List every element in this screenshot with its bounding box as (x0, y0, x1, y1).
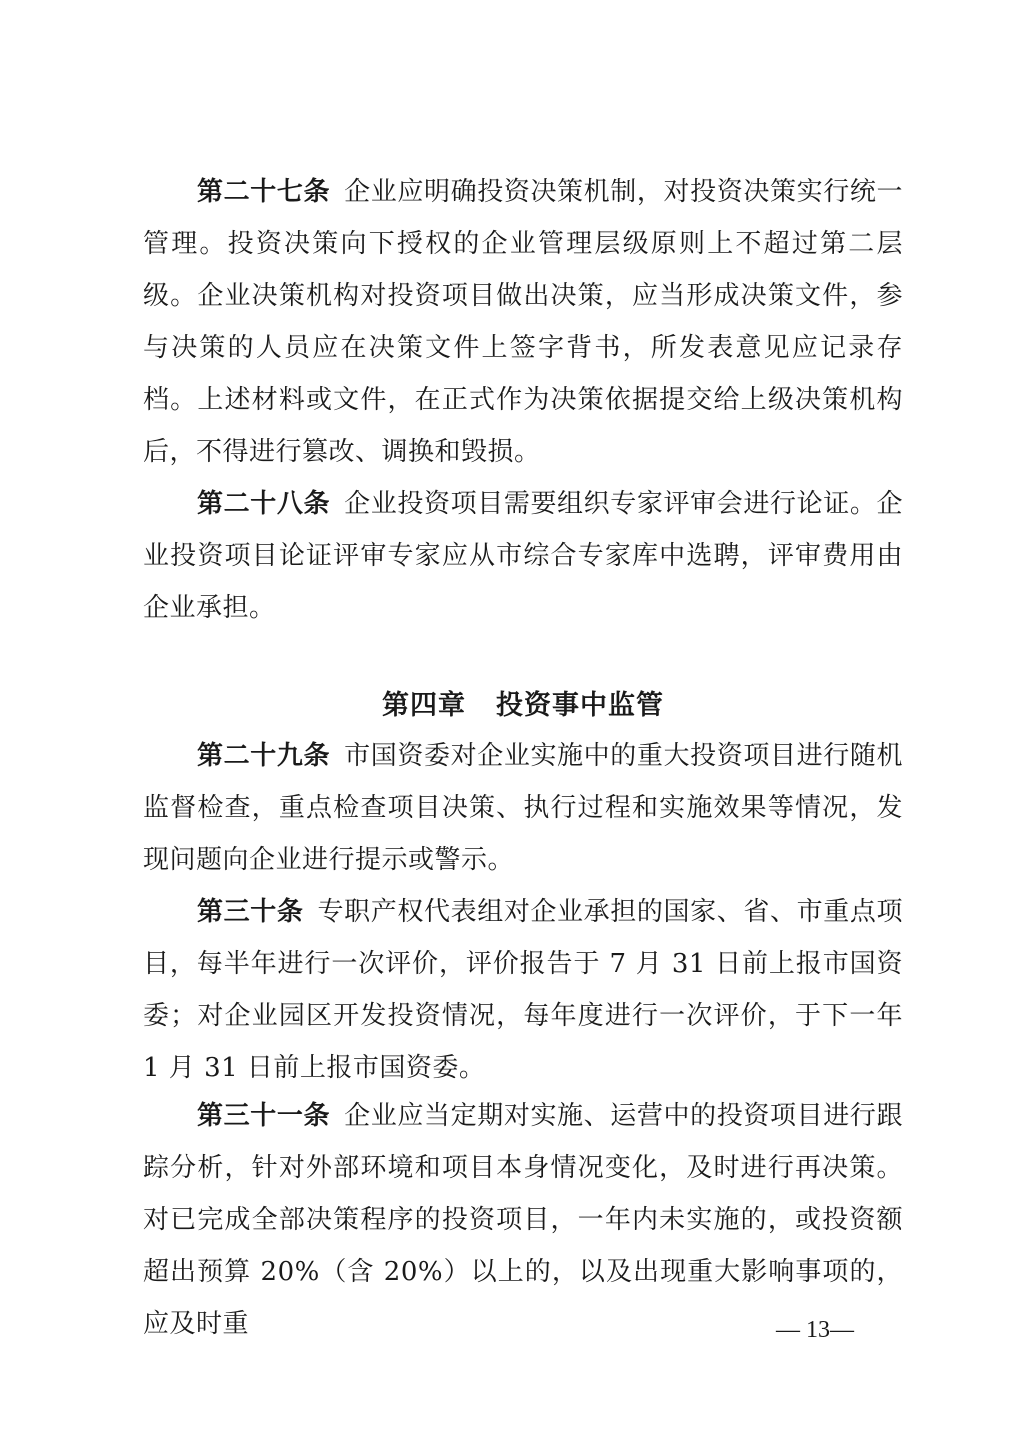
article-27-number: 第二十七条 (197, 177, 331, 207)
article-29-number: 第二十九条 (197, 741, 331, 771)
chapter-title: 投资事中监管 (496, 690, 664, 721)
article-30-text: 专职产权代表组对企业承担的国家、省、市重点项目，每半年进行一次评价，评价报告于 7 月 31 日前上报市国资委；对企业园区开发投资情况，每年度进行一次评价，于下一年 1 月 31 日前上报市国资委。 (143, 897, 903, 1083)
article-28-paragraph (143, 478, 903, 634)
article-27-text: 企业应明确投资决策机制，对投资决策实行统一管理。投资决策向下授权的企业管理层级原则上不超过第二层级。企业决策机构对投资项目做出决策，应当形成决策文件，参与决策的人员应在决策文件上签字背书，所发表意见应记录存档。上述材料或文件，在正式作为决策依据提交给上级决策机构后，不得进行篡改、调换和毁损。 (143, 177, 903, 467)
article-29-paragraph (143, 730, 903, 886)
article-30-paragraph (143, 886, 903, 1094)
chapter-heading (143, 680, 903, 732)
article-31-number: 第三十一条 (197, 1101, 331, 1131)
chapter-number: 第四章 (382, 690, 466, 721)
article-28-number: 第二十八条 (197, 489, 331, 519)
article-31-text: 企业应当定期对实施、运营中的投资项目进行跟踪分析，针对外部环境和项目本身情况变化，及时进行再决策。对已完成全部决策程序的投资项目，一年内未实施的，或投资额超出预算 20%（含 20%）以上的，以及出现重大影响事项的，应及时重 (143, 1101, 903, 1339)
article-27-paragraph (143, 166, 903, 478)
article-29-text: 市国资委对企业实施中的重大投资项目进行随机监督检查，重点检查项目决策、执行过程和实施效果等情况，发现问题向企业进行提示或警示。 (143, 741, 903, 875)
article-30-number: 第三十条 (197, 897, 304, 927)
article-28-text: 企业投资项目需要组织专家评审会进行论证。企业投资项目论证评审专家应从市综合专家库中选聘，评审费用由企业承担。 (143, 489, 903, 623)
page-number: — 13— (776, 1317, 854, 1343)
